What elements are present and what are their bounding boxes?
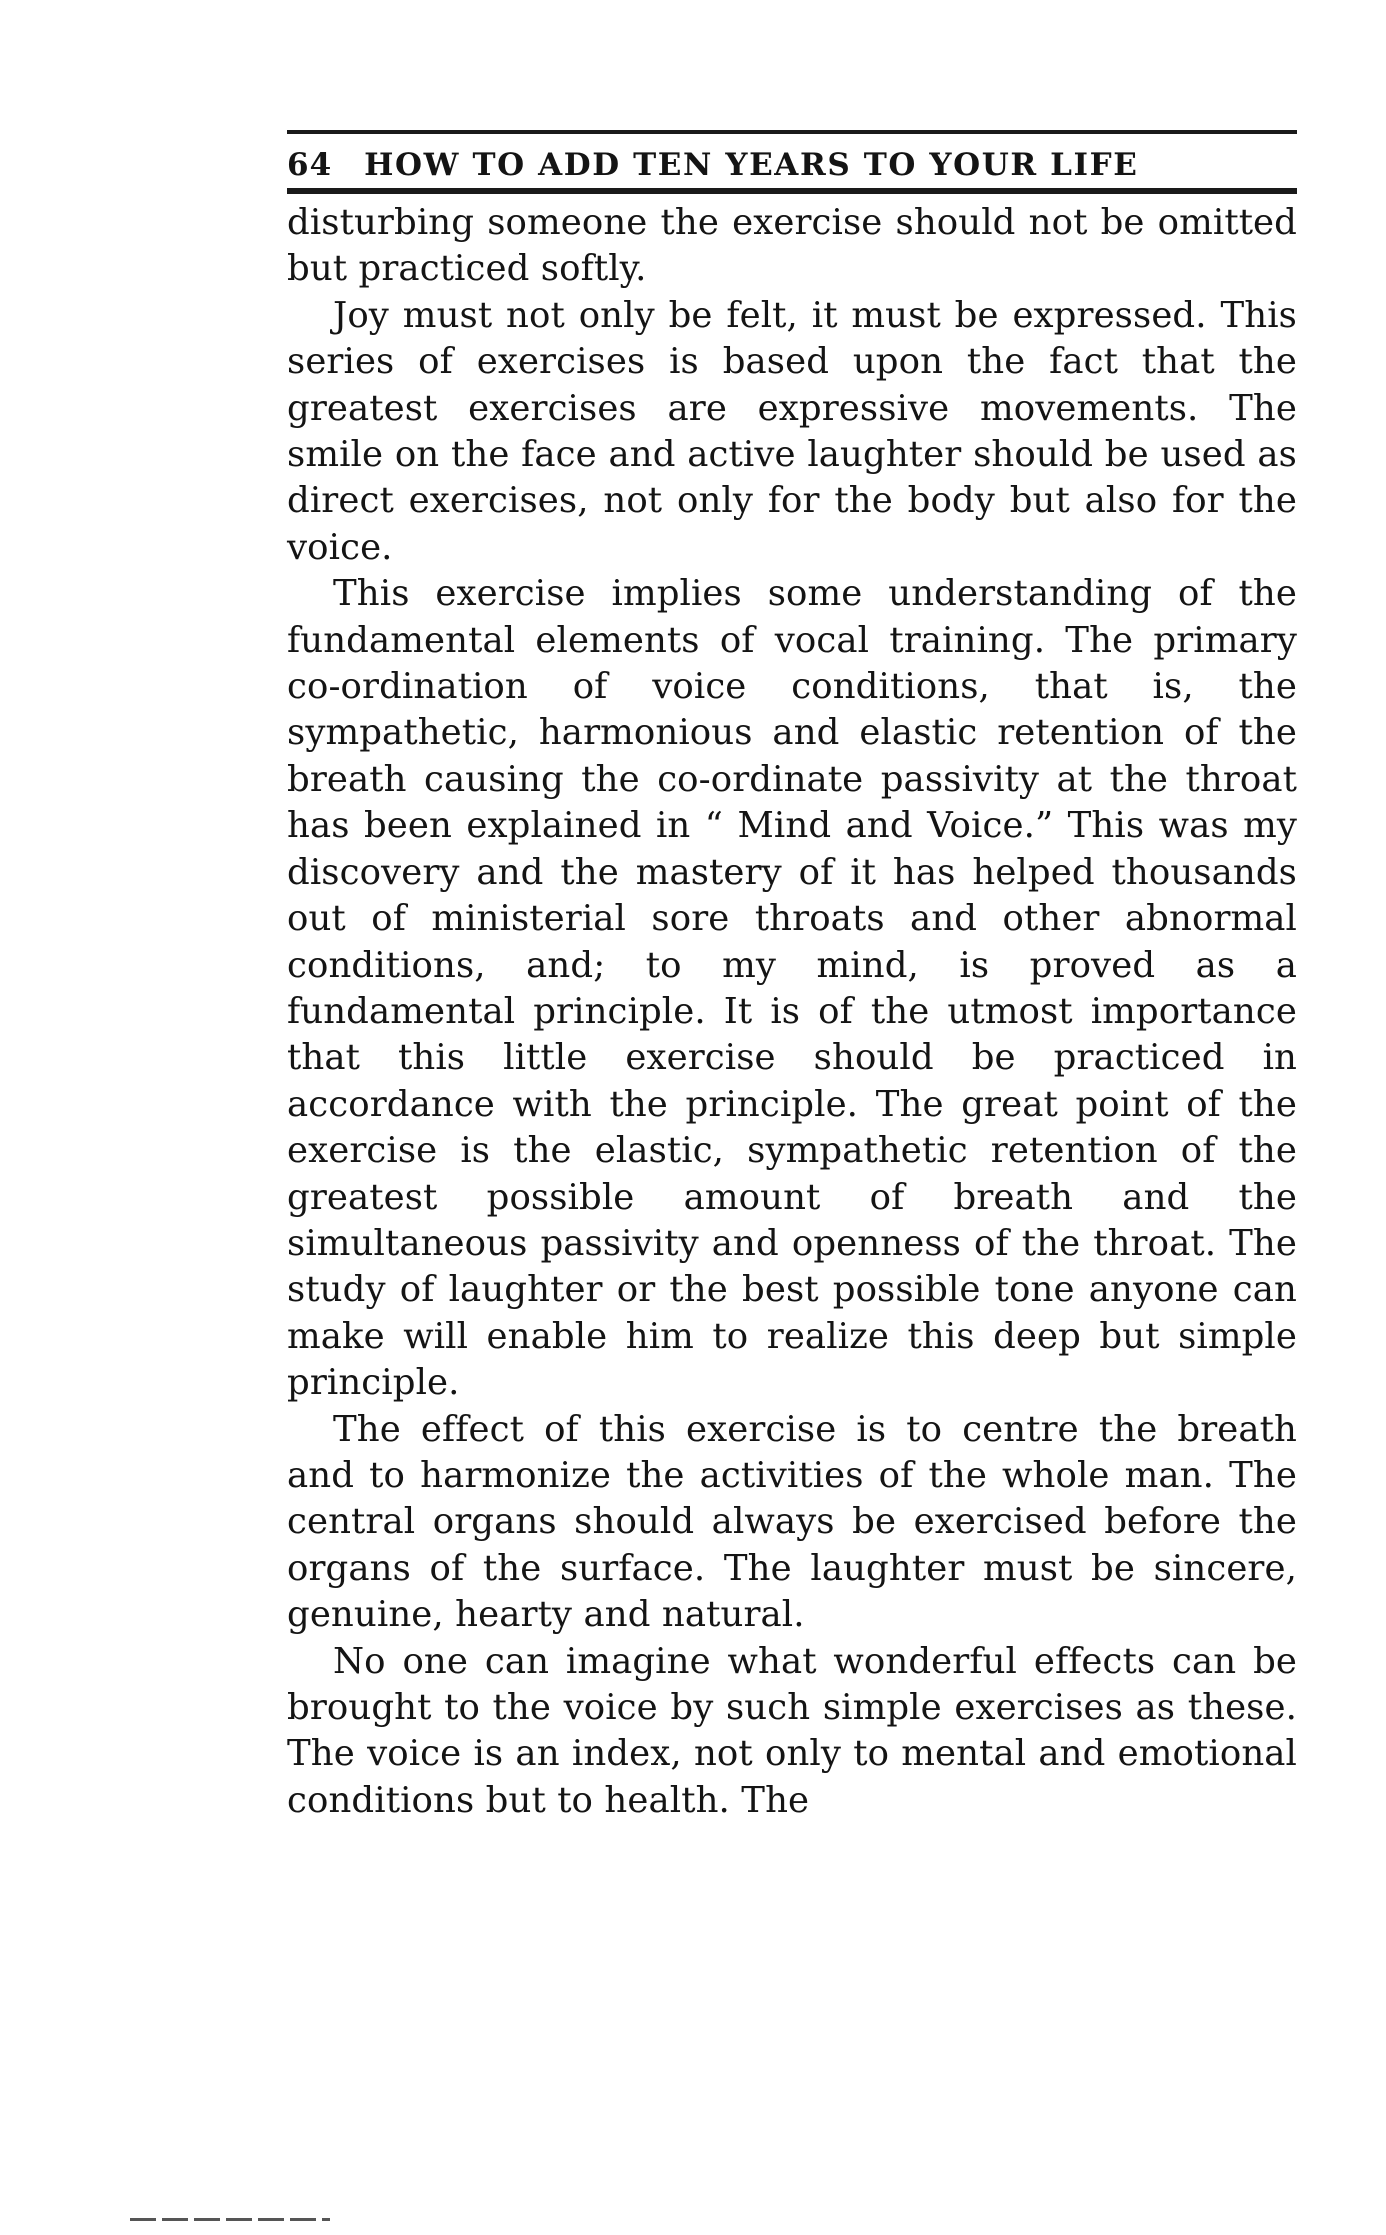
running-head [287,138,1297,188]
page-number: 64 [287,147,333,183]
paragraph: No one can imagine what wonderful effects can be brought to the voice by such simple exercises as these. The voice is an index, not only to mental and emotional conditions but to health. The [287,1640,1297,1821]
body-text [287,200,1297,1824]
header-rule-bottom [287,188,1297,194]
header-rule-top [287,130,1297,134]
paragraph-continued: disturbing someone the exercise should not be omitted but practiced softly. [287,202,1297,290]
footer-scan-mark [130,2218,330,2221]
paragraph: This exercise implies some understanding of the fundamental elements of vocal training. The primary co-ordination of voice conditions, that is, the sympathetic, harmonious and elastic retention of the breath causing the co-ordinate passivity at the throat has been explained in “ Mind and Voice.” This was my discovery and the mastery of it has helped thousands out of ministerial sore throats and other abnormal conditions, and; to my mind, is proved as a fundamental principle. It is of the utmost importance that this little exercise should be practiced in accordance with the principle. The great point of the exercise is the elastic, sympathetic retention of the greatest possible amount of breath and the simultaneous passivity and openness of the throat. The study of laughter or the best possible tone anyone can make will enable him to realize this deep but simple principle. [287,573,1297,1404]
book-title: HOW TO ADD TEN YEARS TO YOUR LIFE [364,147,1139,183]
paragraph: The effect of this exercise is to centre the breath and to harmonize the activities of the whole man. The central organs should always be exercised before the organs of the surface. The laughter must be sincere, genuine, hearty and natural. [287,1408,1297,1636]
paragraph: Joy must not only be felt, it must be expressed. This series of exercises is based upon the fact that the greatest exercises are expressive movements. The smile on the face and active laughter should be used as direct exercises, not only for the body but also for the voice. [287,294,1297,568]
book-page [287,130,1297,1824]
